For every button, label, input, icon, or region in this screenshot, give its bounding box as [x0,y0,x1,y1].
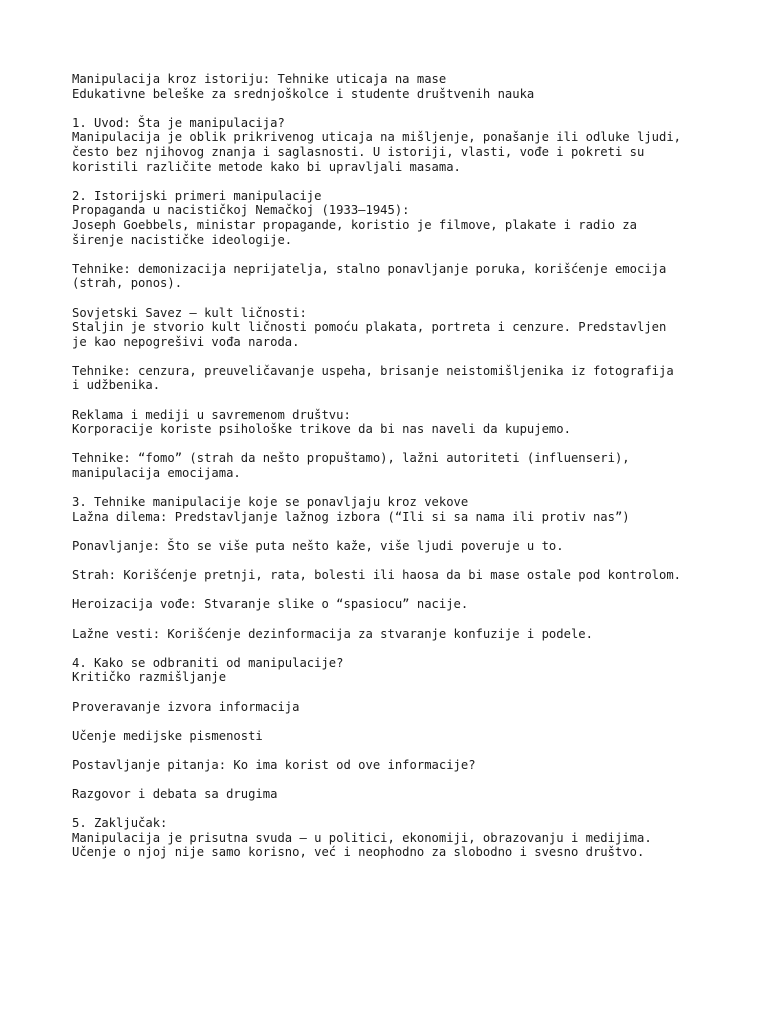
paragraph [72,451,712,480]
paragraph-line: manipulacija emocijama. [72,466,241,481]
paragraph-line: 3. Tehnike manipulacije koje se ponavljaju kroz vekove [72,495,469,510]
paragraph [72,306,712,350]
paragraph [72,700,712,715]
paragraph-line: 1. Uvod: Šta je manipulacija? [72,115,285,130]
paragraph-gap [72,393,712,408]
paragraph [72,729,712,744]
paragraph-line: širenje nacističke ideologije. [72,232,293,247]
document-page [72,72,712,860]
paragraph-line: Strah: Korišćenje pretnji, rata, bolesti ili haosa da bi mase ostale pod kontrolom. [72,568,682,583]
paragraph-gap [72,583,712,598]
paragraph-line: Staljin je stvorio kult ličnosti pomoću plakata, portreta i cenzure. Predstavljen [72,320,667,335]
document-subtitle: Edukativne beleške za srednjoškolce i studente društvenih nauka [72,86,535,101]
paragraph-line: Učenje o njoj nije samo korisno, već i neophodno za slobodno i svesno društvo. [72,845,645,860]
paragraph-line: 5. Zaključak: [72,816,168,831]
paragraph-line: (strah, ponos). [72,276,183,291]
paragraph-gap [72,349,712,364]
paragraph-line: Proveravanje izvora informacija [72,699,300,714]
paragraph-gap [72,291,712,306]
paragraph-line: Tehnike: “fomo” (strah da nešto propuštamo), lažni autoriteti (influenseri), [72,451,630,466]
document-body [72,101,712,860]
paragraph [72,656,712,685]
paragraph [72,568,712,583]
document-title: Manipulacija kroz istoriju: Tehnike uticaja na mase [72,72,447,86]
paragraph-gap [72,481,712,496]
paragraph-gap [72,802,712,817]
paragraph-line: Sovjetski Savez – kult ličnosti: [72,305,307,320]
paragraph [72,116,712,174]
paragraph-gap [72,743,712,758]
paragraph [72,627,712,642]
paragraph [72,364,712,393]
paragraph-gap [72,437,712,452]
paragraph-line: Razgovor i debata sa drugima [72,787,278,802]
paragraph-line: Tehnike: cenzura, preuveličavanje uspeha, brisanje neistomišljenika iz fotografija [72,363,674,378]
paragraph [72,787,712,802]
paragraph-gap [72,685,712,700]
paragraph-line: Manipulacija je oblik prikrivenog uticaja na mišljenje, ponašanje ili odluke ljudi, [72,130,682,145]
paragraph-line: Učenje medijske pismenosti [72,728,263,743]
paragraph-line: koristili različite metode kako bi upravljali masama. [72,159,461,174]
paragraph-line: i udžbenika. [72,378,161,393]
paragraph-line: 2. Istorijski primeri manipulacije [72,188,322,203]
paragraph-gap [72,641,712,656]
paragraph-line: Manipulacija je prisutna svuda – u politici, ekonomiji, obrazovanju i medijima. [72,830,652,845]
paragraph [72,495,712,524]
paragraph-gap [72,101,712,116]
paragraph-gap [72,174,712,189]
paragraph [72,189,712,247]
paragraph-line: Reklama i mediji u savremenom društvu: [72,407,351,422]
paragraph [72,758,712,773]
paragraph-line: Propaganda u nacističkoj Nemačkoj (1933–1945): [72,203,410,218]
paragraph [72,262,712,291]
paragraph-gap [72,524,712,539]
paragraph-gap [72,773,712,788]
paragraph-line: Lažne vesti: Korišćenje dezinformacija za stvaranje konfuzije i podele. [72,626,593,641]
paragraph-line: često bez njihovog znanja i saglasnosti. U istoriji, vlasti, vođe i pokreti su [72,144,645,159]
paragraph [72,597,712,612]
paragraph-line: 4. Kako se odbraniti od manipulacije? [72,655,344,670]
paragraph-line: Tehnike: demonizacija neprijatelja, stalno ponavljanje poruka, korišćenje emocija [72,261,667,276]
paragraph-gap [72,554,712,569]
paragraph-line: Korporacije koriste psihološke trikove da bi nas naveli da kupujemo. [72,422,571,437]
paragraph-line: Joseph Goebbels, ministar propagande, koristio je filmove, plakate i radio za [72,217,637,232]
paragraph-line: Lažna dilema: Predstavljanje lažnog izbora (“Ili si sa nama ili protiv nas”) [72,509,630,524]
paragraph-gap [72,714,712,729]
paragraph-line: je kao nepogrešivi vođa naroda. [72,334,300,349]
paragraph [72,539,712,554]
paragraph [72,816,712,860]
paragraph-gap [72,247,712,262]
paragraph-line: Kritičko razmišljanje [72,670,227,685]
paragraph-line: Heroizacija vođe: Stvaranje slike o “spasiocu” nacije. [72,597,469,612]
paragraph-gap [72,612,712,627]
paragraph [72,408,712,437]
paragraph-line: Postavljanje pitanja: Ko ima korist od ove informacije? [72,757,476,772]
paragraph-line: Ponavljanje: Što se više puta nešto kaže, više ljudi poveruje u to. [72,539,564,553]
